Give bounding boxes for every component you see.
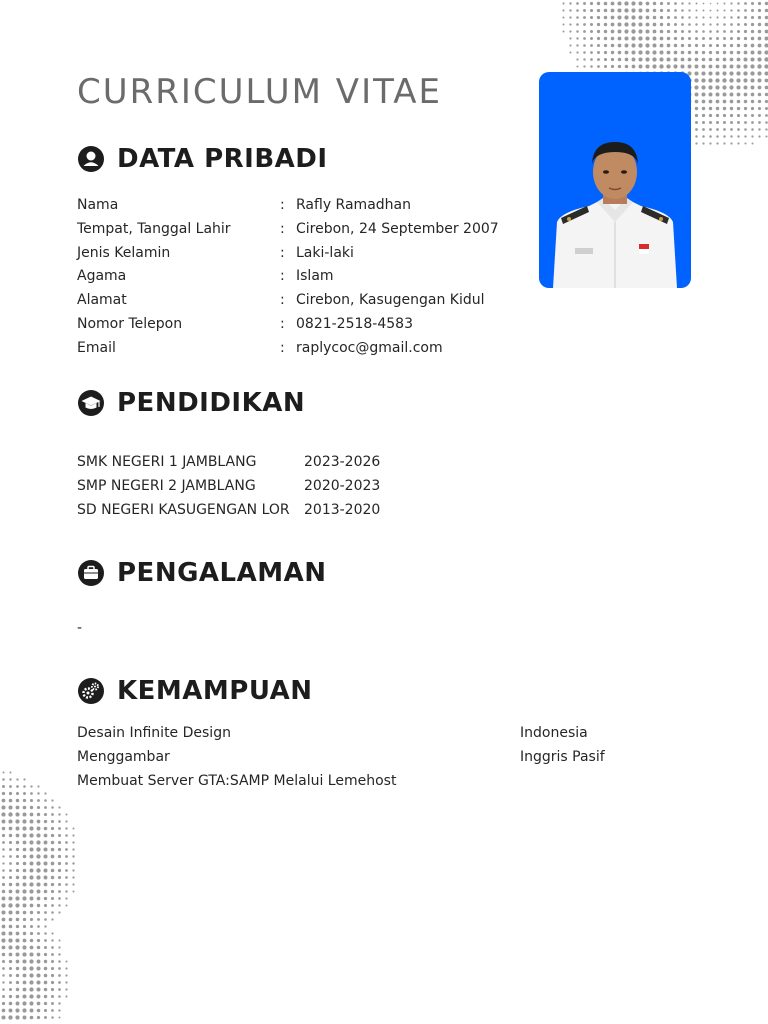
page-title: CURRICULUM VITAE	[77, 72, 442, 112]
skill-item: Menggambar	[77, 748, 170, 765]
school-years: 2020-2023	[304, 477, 381, 494]
gears-icon	[77, 677, 105, 705]
section-title: PENGALAMAN	[117, 558, 327, 588]
school-years: 2023-2026	[304, 454, 381, 470]
section-heading-skills	[77, 676, 313, 706]
field-value: raplycoc@gmail.com	[296, 339, 443, 356]
field-label: Jenis Kelamin	[77, 244, 171, 261]
field-value: 0821-2518-4583	[296, 316, 413, 332]
field-label: Alamat	[77, 292, 127, 309]
skill-item: Desain Infinite Design	[77, 725, 231, 741]
school-years: 2013-2020	[304, 501, 381, 518]
school-name: SMP NEGERI 2 JAMBLANG	[77, 477, 256, 494]
field-label: Nomor Telepon	[77, 316, 183, 332]
field-value: Rafly Ramadhan	[296, 197, 411, 213]
field-label: Email	[77, 339, 116, 356]
separator: :	[280, 197, 285, 213]
section-title: KEMAMPUAN	[117, 676, 313, 706]
school-name: SD NEGERI KASUGENGAN LOR	[77, 501, 290, 518]
separator: :	[280, 292, 285, 309]
section-title: PENDIDIKAN	[117, 388, 306, 418]
separator: :	[280, 339, 285, 356]
graduation-cap-icon	[77, 389, 105, 417]
skill-item: Membuat Server GTA:SAMP Melalui Lemehost	[77, 772, 397, 789]
school-name: SMK NEGERI 1 JAMBLANG	[77, 454, 257, 470]
separator: :	[280, 244, 285, 261]
field-label: Nama	[77, 197, 119, 213]
section-heading-experience	[77, 558, 326, 588]
field-value: Cirebon, Kasugengan Kidul	[296, 292, 485, 309]
field-label: Tempat, Tanggal Lahir	[77, 220, 231, 237]
field-label: Agama	[77, 268, 127, 285]
briefcase-icon	[77, 559, 105, 587]
section-heading-education	[77, 388, 305, 418]
field-value: Laki-laki	[296, 244, 354, 261]
experience-text: -	[77, 620, 83, 636]
field-value: Islam	[296, 268, 334, 285]
section-heading-personal	[77, 144, 328, 174]
language-item: Indonesia	[520, 725, 588, 741]
section-title: DATA PRIBADI	[117, 144, 328, 174]
profile-photo	[539, 72, 691, 288]
separator: :	[280, 220, 285, 237]
separator: :	[280, 316, 285, 332]
language-item: Inggris Pasif	[520, 748, 605, 765]
user-circle-icon	[77, 145, 105, 173]
separator: :	[280, 268, 285, 285]
field-value: Cirebon, 24 September 2007	[296, 220, 499, 237]
